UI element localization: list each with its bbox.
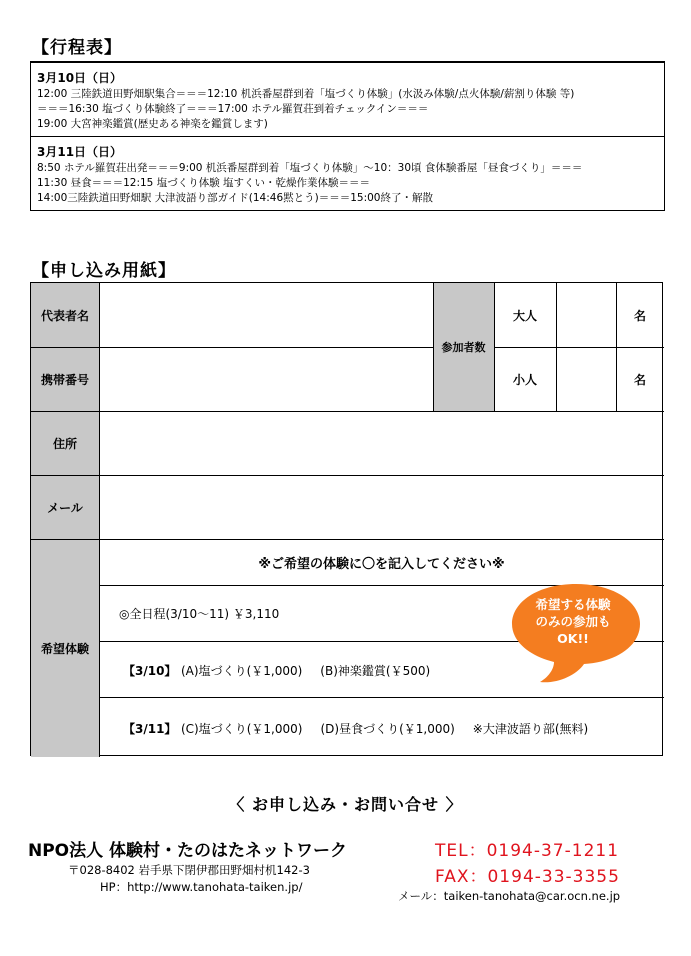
option-all-days-label: ◎全日程(3/10～11) ￥3,110 <box>119 607 280 621</box>
email-field[interactable] <box>99 475 664 539</box>
label-adult: 大人 <box>512 308 537 323</box>
option-b[interactable]: (B)神楽鑑賞(￥500) <box>320 664 431 678</box>
grid-line <box>99 283 100 757</box>
label-phone: 携帯番号 <box>31 347 99 411</box>
label-child: 小人 <box>512 372 537 387</box>
option-row-day2 <box>123 720 588 737</box>
day-1-line: ＝＝＝16:30 塩づくり体験終了＝＝＝17:00 ホテル羅賀荘到着チェックイン＝＝＝ <box>37 103 429 115</box>
label-email: メール <box>31 475 99 539</box>
phone-field[interactable] <box>99 347 433 411</box>
option-c[interactable]: (C)塩づくり(￥1,000) <box>181 722 303 736</box>
grid-line <box>31 475 664 476</box>
grid-line <box>99 697 664 698</box>
address-field[interactable] <box>99 411 664 475</box>
adult-unit: 名 <box>633 308 646 323</box>
day-1-date: 3月10日（日） <box>37 71 123 85</box>
bubble-text <box>506 596 640 647</box>
option-a[interactable]: (A)塩づくり(￥1,000) <box>181 664 303 678</box>
day2-date: 【3/11】 <box>123 722 177 736</box>
label-participants: 参加者数 <box>433 283 494 411</box>
option-all-days[interactable] <box>119 605 279 622</box>
day-1-line: 12:00 三陸鉄道田野畑駅集合＝＝＝12:10 机浜番屋群到着「塩づくり体験」(水汲み体験/点火体験/薪割り体験 等) <box>37 88 575 100</box>
grid-line <box>31 347 433 348</box>
option-row-day1 <box>123 662 430 679</box>
application-form <box>30 282 663 756</box>
grid-line <box>494 347 664 348</box>
label-address: 住所 <box>31 411 99 475</box>
postal-address: 〒028-8402 岩手県下閉伊郡田野畑村机142-3 <box>68 863 310 877</box>
schedule-day-2 <box>31 136 664 210</box>
child-unit: 名 <box>633 372 646 387</box>
schedule-day-1 <box>31 63 664 136</box>
contact-heading: 〈 お申し込み・お問い合せ 〉 <box>228 795 463 814</box>
adult-count-field[interactable] <box>556 283 616 347</box>
schedule-box <box>30 61 665 211</box>
tel-number: TEL：0194-37-1211 <box>435 841 620 861</box>
day-2-line: 11:30 昼食＝＝＝12:15 塩づくり体験 塩すくい・乾燥作業体験＝＝＝ <box>37 177 371 189</box>
day-1-line: 19:00 大宮神楽鑑賞(歴史ある神楽を鑑賞します) <box>37 118 268 130</box>
organization-name: NPO法人 体験村・たのはたネットワーク <box>28 841 348 861</box>
grid-line <box>433 283 434 411</box>
homepage-link[interactable]: HP：http://www.tanohata-taiken.jp/ <box>100 880 303 894</box>
label-desired: 希望体験 <box>31 539 99 757</box>
day-2-line: 14:00三陸鉄道田野畑駅 大津波語り部ガイド(14:46黙とう)＝＝＝15:00終了・解散 <box>37 192 433 204</box>
bubble-line: のみの参加も <box>535 614 611 629</box>
day-2-line: 8:50 ホテル羅賀荘出発＝＝＝9:00 机浜番屋群到着「塩づくり体験」～10：30頃 食体験番屋「昼食づくり」＝＝＝ <box>37 162 583 174</box>
bubble-line: 希望する体験 <box>535 597 611 612</box>
bubble-line: OK!! <box>557 631 589 646</box>
child-count-field[interactable] <box>556 347 616 411</box>
instruction-text: ※ご希望の体験に〇を記入してください※ <box>258 556 505 572</box>
representative-field[interactable] <box>99 283 433 347</box>
grid-line <box>31 411 664 412</box>
label-representative: 代表者名 <box>31 283 99 347</box>
day1-date: 【3/10】 <box>123 664 177 678</box>
option-d[interactable]: (D)昼食づくり(￥1,000) <box>320 722 455 736</box>
option-storyteller[interactable]: ※大津波語り部(無料) <box>472 722 589 736</box>
email-address[interactable]: メール：taiken-tanohata@car.ocn.ne.jp <box>398 889 621 903</box>
form-title: 【申し込み用紙】 <box>32 261 176 281</box>
fax-number: FAX：0194-33-3355 <box>435 867 620 887</box>
day-2-date: 3月11日（日） <box>37 145 123 159</box>
schedule-title: 【行程表】 <box>32 38 122 58</box>
